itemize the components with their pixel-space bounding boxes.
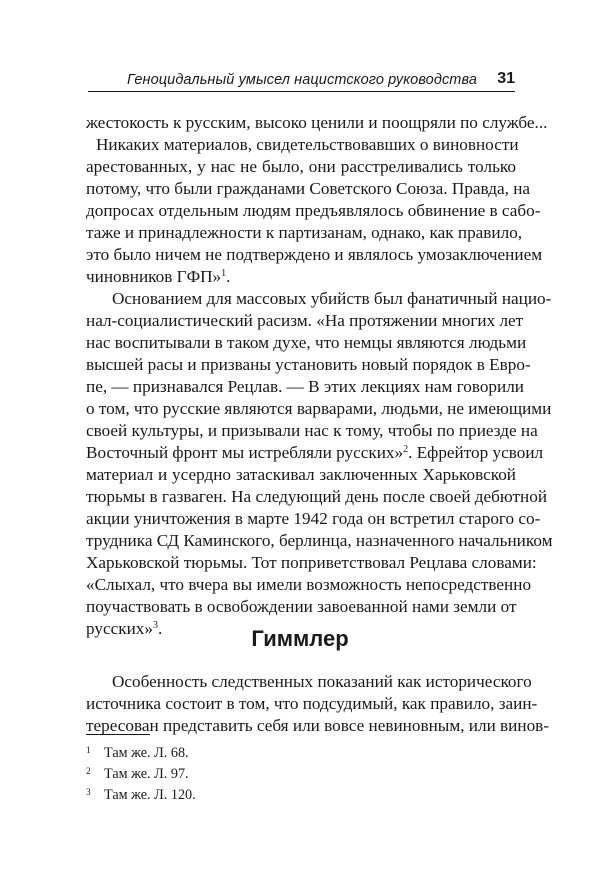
footnote-ref-3[interactable]: 3 [152, 620, 158, 631]
text-line: Восточный фронт мы истребляли русских»$^2$. Ефрейтор усвоил [86, 443, 544, 462]
text-line: арестованных, у нас не было, они расстреливались только [86, 157, 516, 176]
footnote-text: Там же. Л. 68. [104, 745, 189, 761]
footnote-ref-1[interactable]: 1 [221, 268, 227, 279]
text-line: о том, что русские являются варварами, людьми, не имеющими [86, 399, 552, 418]
text-line: источника состоит в том, что подсудимый, как правило, заин- [86, 694, 538, 713]
text-line: чиновников ГФП»$^1$. [86, 267, 231, 286]
footnote-ref-2[interactable]: 2 [403, 444, 409, 455]
text-line: Никаких материалов, свидетельствовавших о виновности [96, 135, 519, 154]
text-line: пе, — признавался Рецлав. — В этих лекциях нам говорили [86, 377, 525, 396]
text-line: допросах отдельным людям предъявлялось обвинение в сабо- [86, 201, 541, 220]
text-line: акции уничтожения в марте 1942 года он встретил старого со- [86, 509, 541, 528]
footnote-text: Там же. Л. 120. [104, 787, 196, 803]
text-line: Основанием для массовых убийств был фанатичный нацио- [112, 289, 552, 308]
section-heading: Гиммлер [251, 626, 349, 651]
text-line: Особенность следственных показаний как исторического [112, 672, 532, 691]
text-line: трудника СД Каминского, берлинца, назначенного начальником [86, 531, 553, 550]
running-header [88, 70, 515, 92]
footnote: 2 Там же. Л. 97. [86, 766, 189, 782]
text-line: таже и принадлежности к партизанам, однако, как правило, [86, 223, 523, 242]
text-line: нал-социалистический расизм. «На протяжении многих лет [86, 311, 524, 330]
text-line: это было ничем не подтверждено и являлось умозаключением [86, 245, 543, 264]
text-line: материал и усердно затаскивал заключенных Харьковской [86, 465, 516, 484]
text-line: русских»$^3$. [86, 619, 163, 638]
text-line: нас воспитывали в таком духе, что немцы являются людьми [86, 333, 527, 352]
text-line: Харьковской тюрьмы. Тот поприветствовал Рецлава словами: [86, 553, 537, 572]
footnote-separator [86, 734, 150, 735]
text-line: своей культуры, и призывали нас к тому, чтобы по приезде на [86, 421, 538, 440]
text-line: «Слыхал, что вчера вы имели возможность непосредственно [86, 575, 532, 594]
running-title: Геноцидальный умысел нацистского руководства [127, 72, 477, 88]
page-number: 31 [497, 70, 515, 87]
footnote-text: Там же. Л. 97. [104, 766, 189, 782]
text-line: поучаствовать в освобождении завоеванной нами земли от [86, 597, 517, 616]
footnote: 1 Там же. Л. 68. [86, 745, 189, 761]
text-line: потому, что были гражданами Советского Союза. Правда, на [86, 179, 531, 198]
text-line: тюрьмы в газваген. На следующий день после своей дебютной [86, 487, 548, 506]
text-line: жестокость к русским, высоко ценили и поощряли по службе... [86, 113, 548, 132]
footnote: 3 Там же. Л. 120. [86, 787, 196, 803]
text-line: высшей расы и призваны установить новый порядок в Евро- [86, 355, 531, 374]
text-line: тересован представить себя или вовсе невиновным, или винов- [86, 716, 550, 735]
header-rule [88, 91, 515, 92]
